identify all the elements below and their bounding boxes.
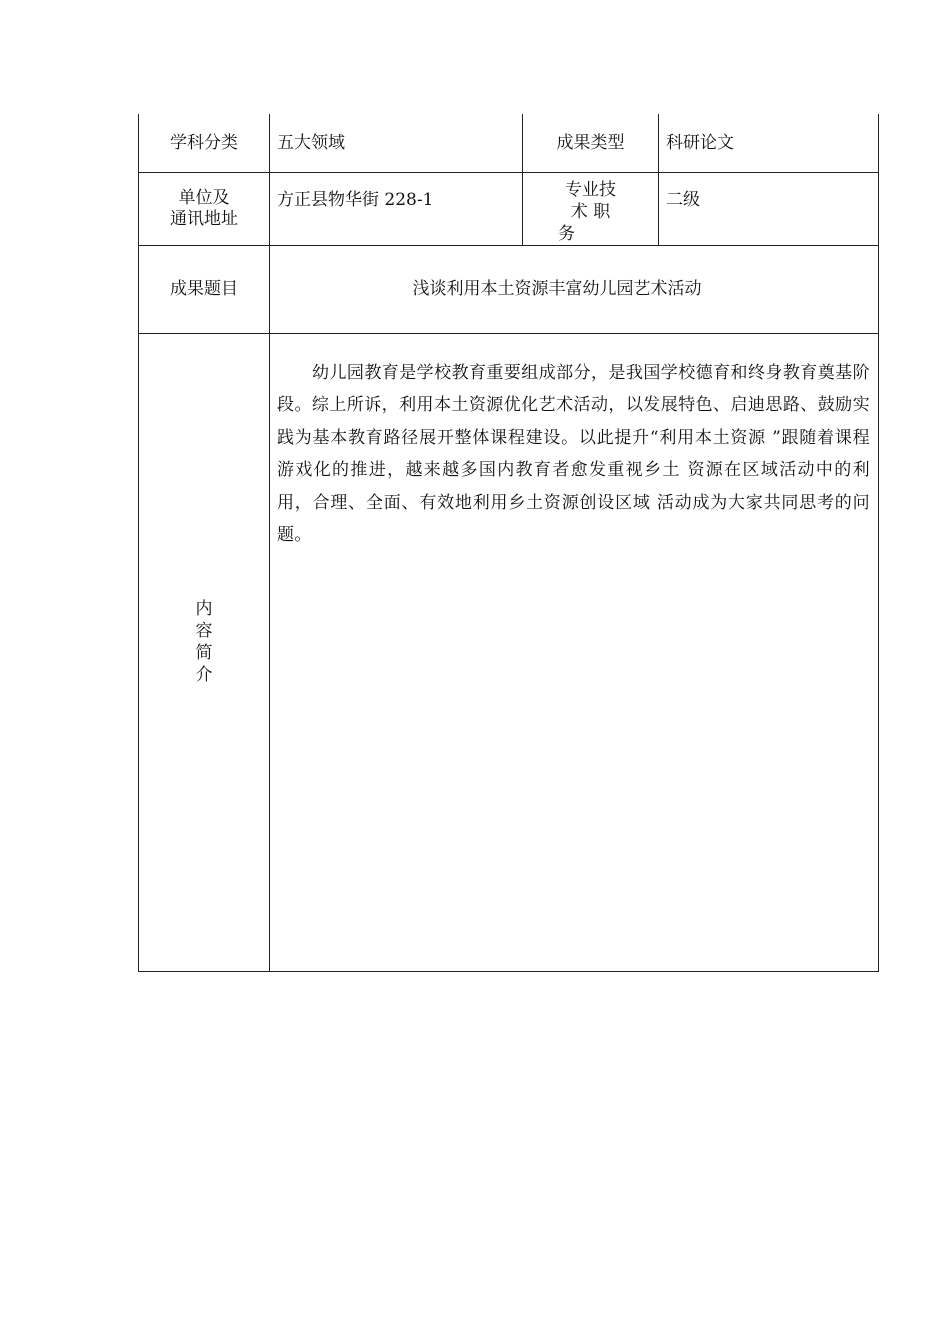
- achievement-form-table: [138, 114, 879, 972]
- address-label-line1: 单位及: [178, 187, 230, 208]
- row-subject: [139, 114, 879, 172]
- subject-label: 学科分类: [139, 114, 270, 172]
- address-value: 方正县物华街 228-1: [270, 172, 523, 245]
- row-summary: [139, 333, 879, 971]
- professional-title-line1: 专业技: [565, 179, 616, 200]
- summary-label-char-2: 容: [195, 620, 213, 641]
- summary-label: [139, 333, 270, 971]
- professional-title-line3: 务: [558, 223, 575, 244]
- row-address: [139, 172, 879, 245]
- summary-label-char-4: 介: [195, 664, 213, 685]
- professional-title-line2: 术 职: [570, 201, 611, 222]
- topic-label: 成果题目: [139, 245, 270, 333]
- result-type-value: 科研论文: [659, 114, 879, 172]
- summary-label-char-3: 简: [195, 642, 213, 663]
- row-topic: [139, 245, 879, 333]
- summary-text: 幼儿园教育是学校教育重要组成部分，是我国学校德育和终身教育奠基阶段。综上所诉，利用本土资源优化艺术活动，以发展特色、启迪思路、鼓励实践为基本教育路径展开整体课程建设。以此提升“利用本土资源 ”跟随着课程游戏化的推进，越来越多国内教育者愈发重视乡土 资源在区域活动中的利用，合理、全面、有效地利用乡土资源创设区域 活动成为大家共同思考的问题。: [277, 362, 870, 545]
- result-type-label: 成果类型: [523, 114, 659, 172]
- address-label: [139, 172, 270, 245]
- summary-content: [270, 333, 879, 971]
- topic-value: 浅谈利用本土资源丰富幼儿园艺术活动: [270, 245, 879, 333]
- professional-title-label: [523, 172, 659, 245]
- address-label-line2: 通讯地址: [170, 208, 238, 229]
- summary-label-char-1: 内: [195, 598, 213, 619]
- subject-value: 五大领域: [270, 114, 523, 172]
- professional-title-value: 二级: [659, 172, 879, 245]
